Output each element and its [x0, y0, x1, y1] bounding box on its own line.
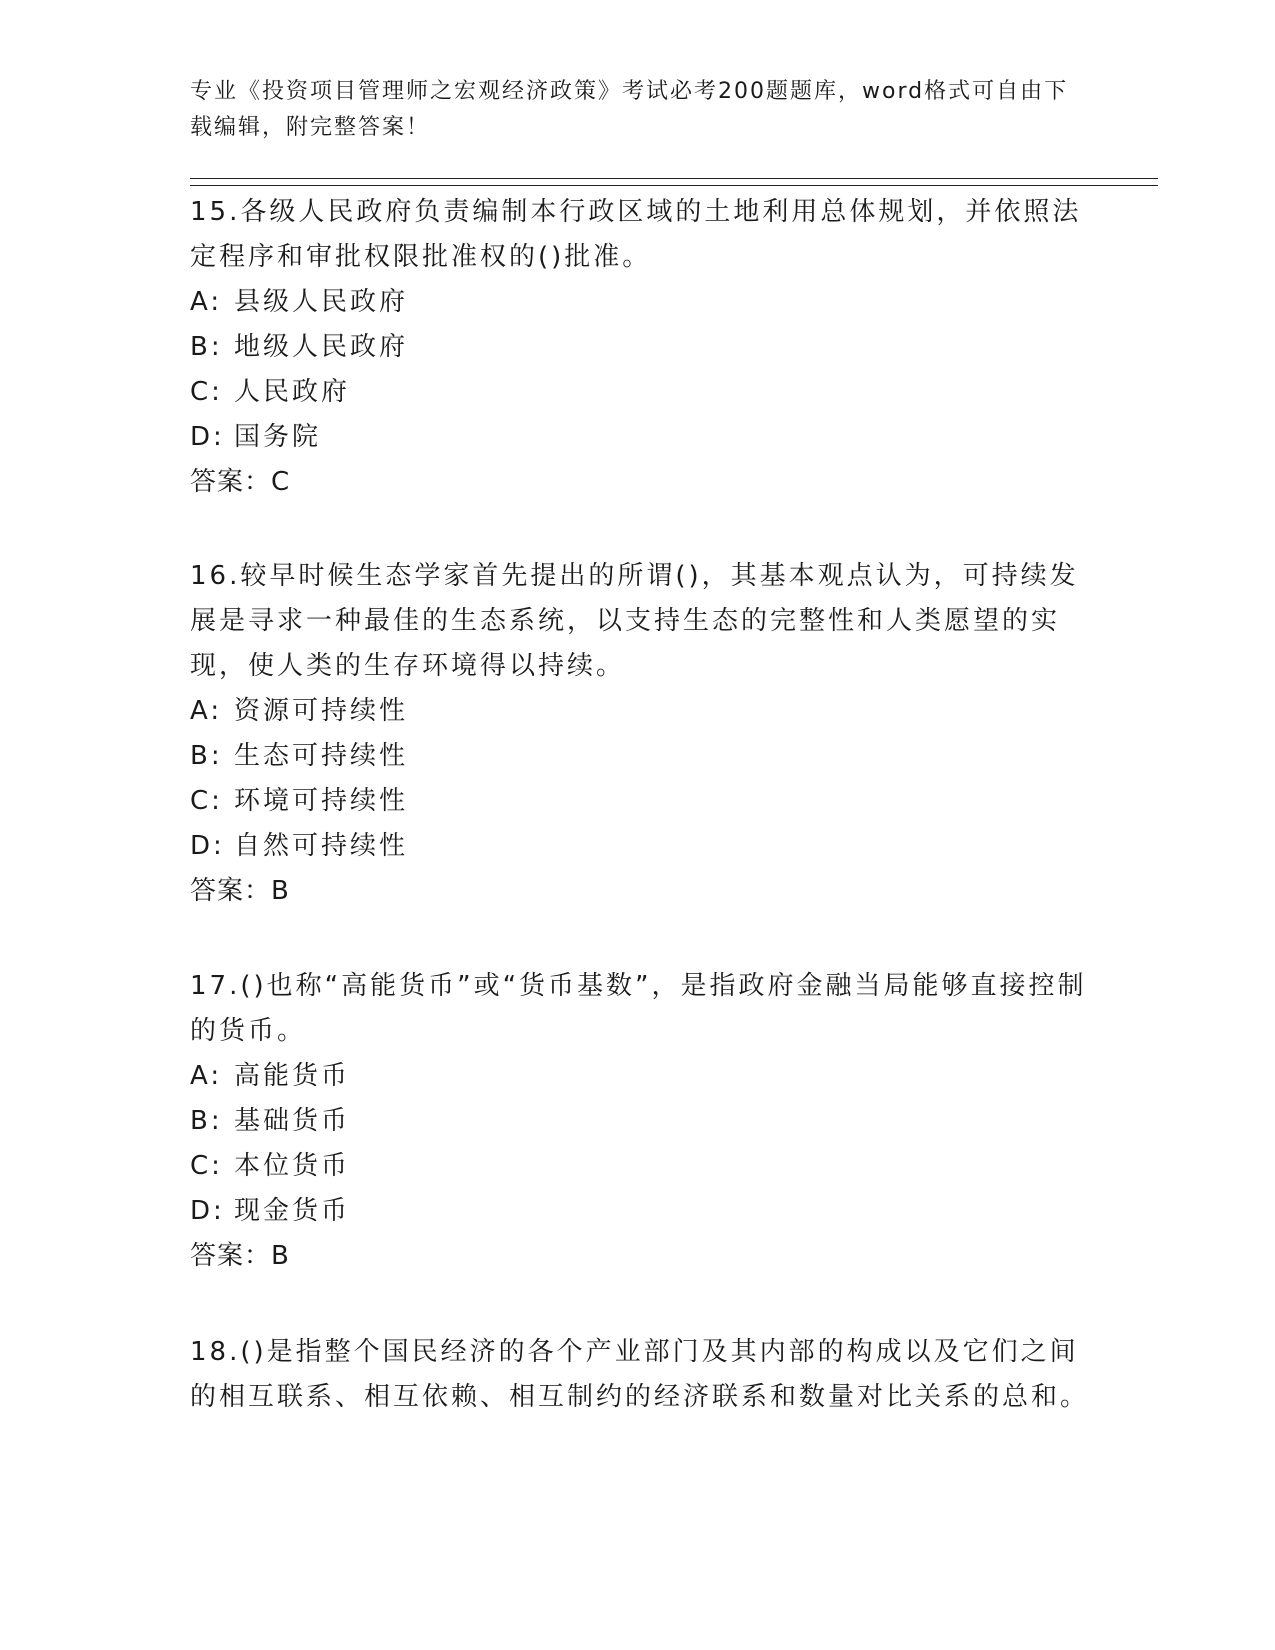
header-divider-bottom	[190, 185, 1158, 186]
option-c	[190, 1144, 1090, 1189]
option-key: C:	[190, 786, 223, 816]
option-text: 地级人民政府	[234, 332, 409, 362]
option-key: B:	[190, 741, 223, 771]
option-key: D:	[190, 831, 225, 861]
question-stem: 16.较早时候生态学家首先提出的所谓()，其基本观点认为，可持续发展是寻求一种最佳的生态系统，以支持生态的完整性和人类愿望的实现，使人类的生存环境得以持续。	[190, 561, 1079, 681]
option-text: 资源可持续性	[234, 696, 409, 726]
question-18	[190, 1330, 1090, 1420]
option-a	[190, 280, 1090, 325]
option-key: A:	[190, 1061, 223, 1091]
option-d	[190, 1189, 1090, 1234]
option-d	[190, 415, 1090, 460]
option-b	[190, 325, 1090, 370]
option-key: D:	[190, 1196, 225, 1226]
question-17	[190, 964, 1090, 1279]
option-text: 自然可持续性	[234, 831, 409, 861]
option-d	[190, 824, 1090, 869]
option-key: A:	[190, 696, 223, 726]
answer-line: 答案：C	[190, 467, 291, 497]
question-16	[190, 554, 1090, 914]
document-header: 专业《投资项目管理师之宏观经济政策》考试必考200题题库，word格式可自由下载编辑，附完整答案！	[190, 79, 1069, 140]
option-key: B:	[190, 332, 223, 362]
option-b	[190, 734, 1090, 779]
option-text: 国务院	[234, 422, 322, 452]
option-key: C:	[190, 1151, 223, 1181]
question-stem: 17.()也称“高能货币”或“货币基数”，是指政府金融当局能够直接控制的货币。	[190, 971, 1087, 1046]
option-text: 生态可持续性	[234, 741, 409, 771]
question-stem: 15.各级人民政府负责编制本行政区域的土地利用总体规划，并依照法定程序和审批权限批准权的()批准。	[190, 197, 1082, 272]
option-c	[190, 779, 1090, 824]
option-c	[190, 370, 1090, 415]
option-a	[190, 689, 1090, 734]
option-text: 县级人民政府	[234, 287, 409, 317]
option-text: 现金货币	[234, 1196, 351, 1226]
option-key: C:	[190, 377, 223, 407]
option-text: 基础货币	[234, 1106, 351, 1136]
option-b	[190, 1099, 1090, 1144]
header-divider-top	[190, 178, 1158, 179]
option-text: 人民政府	[234, 377, 351, 407]
answer-line: 答案：B	[190, 1241, 290, 1271]
answer-line: 答案：B	[190, 876, 290, 906]
question-15	[190, 190, 1090, 505]
option-key: B:	[190, 1106, 223, 1136]
option-a	[190, 1054, 1090, 1099]
option-text: 环境可持续性	[234, 786, 409, 816]
option-key: D:	[190, 422, 225, 452]
option-text: 高能货币	[234, 1061, 351, 1091]
question-stem: 18.()是指整个国民经济的各个产业部门及其内部的构成以及它们之间的相互联系、相互依赖、相互制约的经济联系和数量对比关系的总和。	[190, 1337, 1090, 1412]
option-text: 本位货币	[234, 1151, 351, 1181]
option-key: A:	[190, 287, 223, 317]
